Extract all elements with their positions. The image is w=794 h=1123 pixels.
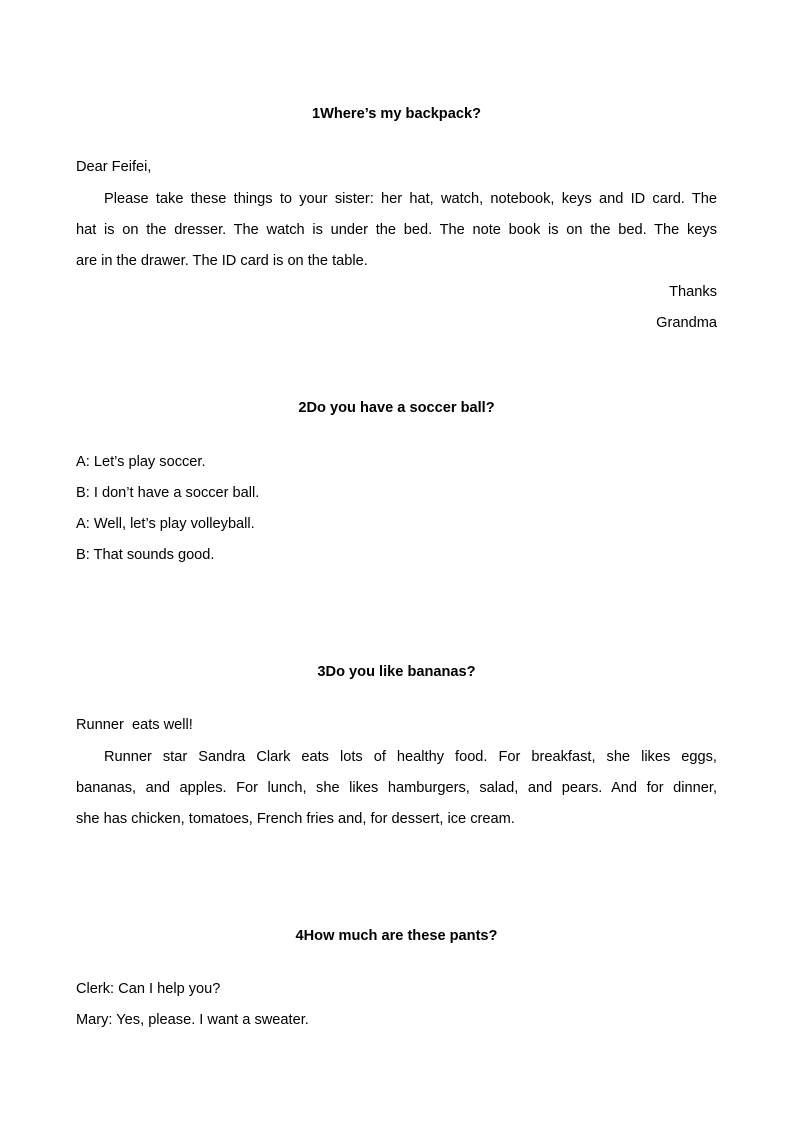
letter-body-line-2: hat is on the dresser. The watch is under the bed. The note book is on the bed. The keys: [76, 222, 717, 238]
dialogue-line: Clerk: Can I help you?: [76, 981, 221, 997]
section-3-title: 3Do you like bananas?: [317, 664, 476, 680]
dialogue-line: A: Let’s play soccer.: [76, 454, 206, 470]
section-4-title: 4How much are these pants?: [295, 928, 498, 944]
article-body-line-1: Runner star Sandra Clark eats lots of healthy food. For breakfast, she likes eggs,: [104, 749, 717, 765]
article-body-line-3: she has chicken, tomatoes, French fries and, for dessert, ice cream.: [76, 811, 515, 827]
section-2-title: 2Do you have a soccer ball?: [298, 400, 495, 416]
dialogue-line: B: I don’t have a soccer ball.: [76, 485, 260, 501]
dialogue-line: A: Well, let’s play volleyball.: [76, 516, 255, 532]
article-subtitle: Runner eats well!: [76, 717, 193, 733]
letter-closing: Thanks: [669, 284, 717, 300]
section-1-title: 1Where’s my backpack?: [312, 106, 481, 122]
letter-body-line-1: Please take these things to your sister: her hat, watch, notebook, keys and ID card. The: [104, 191, 717, 207]
dialogue-line: Mary: Yes, please. I want a sweater.: [76, 1012, 309, 1028]
dialogue-line: B: That sounds good.: [76, 547, 215, 563]
letter-greeting: Dear Feifei,: [76, 159, 152, 175]
letter-signature: Grandma: [656, 315, 717, 331]
article-body-line-2: bananas, and apples. For lunch, she likes hamburgers, salad, and pears. And for dinner,: [76, 780, 717, 796]
letter-body-line-3: are in the drawer. The ID card is on the table.: [76, 253, 368, 269]
